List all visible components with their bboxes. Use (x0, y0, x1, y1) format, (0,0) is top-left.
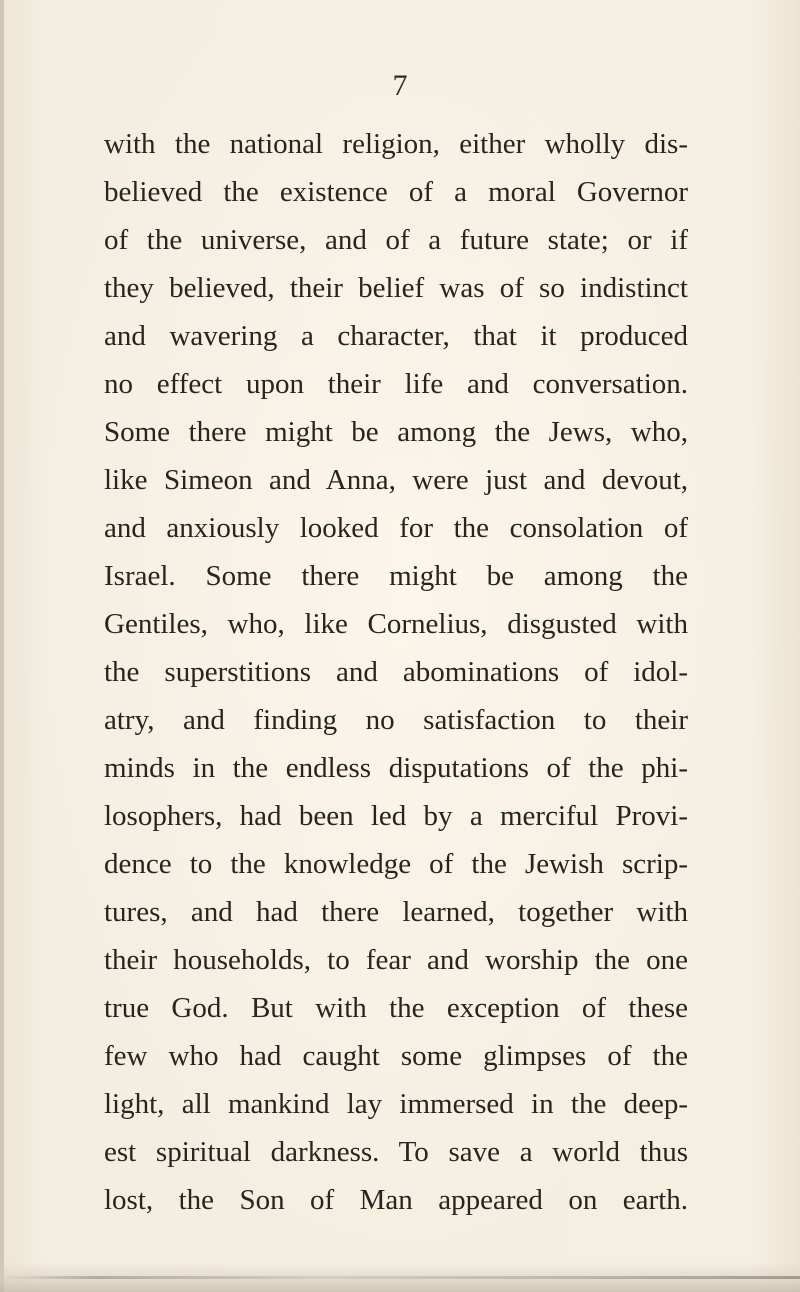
text-line-23: lost, the Son of Man appeared on earth. (104, 1184, 688, 1216)
text-line-3: of the universe, and of a future state; or if (104, 224, 688, 256)
text-line-5: and wavering a character, that it produced (104, 320, 688, 352)
text-line-22: est spiritual darkness. To save a world thus (104, 1136, 688, 1168)
text-line-21: light, all mankind lay immersed in the deep- (104, 1088, 688, 1120)
text-line-11: Gentiles, who, like Cornelius, disgusted with (104, 608, 688, 640)
text-line-9: and anxiously looked for the consolation of (104, 512, 688, 544)
text-line-19: true God. But with the exception of these (104, 992, 688, 1024)
text-line-18: their households, to fear and worship the one (104, 944, 688, 976)
text-line-4: they believed, their belief was of so indistinct (104, 272, 688, 304)
text-line-20: few who had caught some glimpses of the (104, 1040, 688, 1072)
page-number: 7 (392, 69, 408, 102)
text-line-17: tures, and had there learned, together with (104, 896, 688, 928)
text-line-12: the superstitions and abominations of idol- (104, 656, 688, 688)
text-line-14: minds in the endless disputations of the phi- (104, 752, 688, 784)
text-line-16: dence to the knowledge of the Jewish scrip- (104, 848, 688, 880)
text-line-8: like Simeon and Anna, were just and devout, (104, 464, 688, 496)
text-line-13: atry, and finding no satisfaction to their (104, 704, 688, 736)
text-line-15: losophers, had been led by a merciful Provi- (104, 800, 688, 832)
text-line-10: Israel. Some there might be among the (104, 560, 688, 592)
text-line-7: Some there might be among the Jews, who, (104, 416, 688, 448)
text-line-1: with the national religion, either wholly dis- (104, 128, 688, 160)
page-bottom-edge-line (0, 1276, 800, 1279)
text-line-6: no effect upon their life and conversation. (104, 368, 688, 400)
text-line-2: believed the existence of a moral Governor (104, 176, 688, 208)
page-left-edge (0, 0, 4, 1292)
